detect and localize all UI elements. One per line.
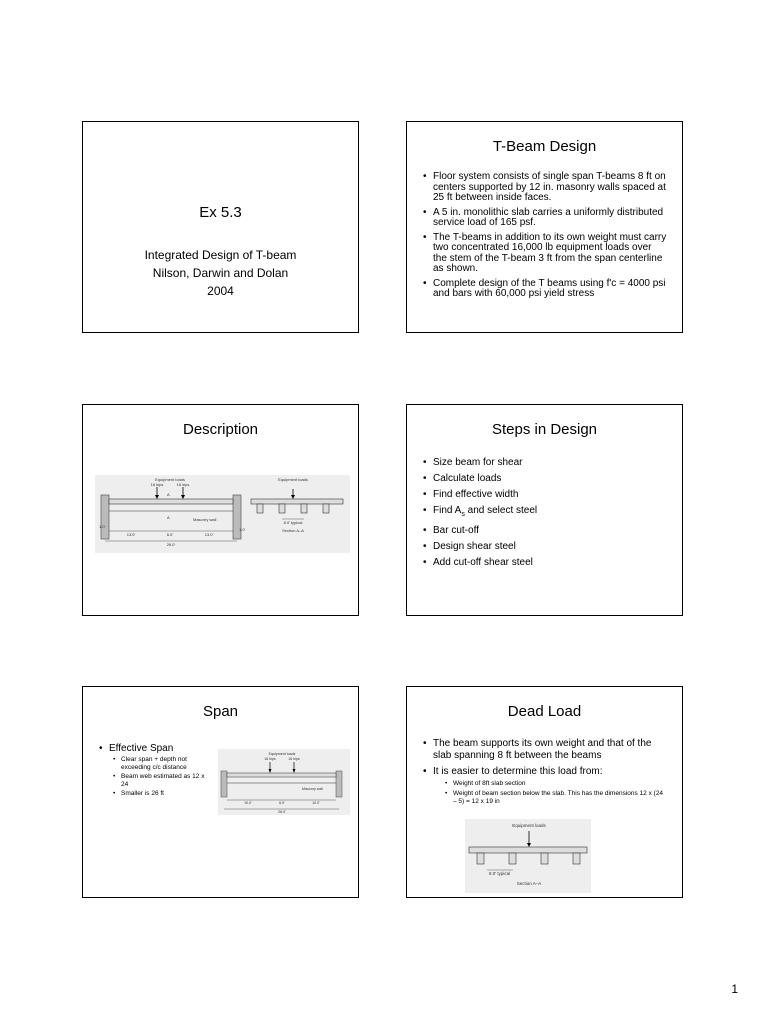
equipment-loads-label: Equipment loads	[155, 477, 185, 482]
load-right-label: 16 kips	[176, 482, 190, 487]
section-mark: A	[167, 492, 170, 497]
dim-mid: 6.0'	[279, 801, 285, 805]
equipment-loads-label: Equipment loads	[268, 752, 296, 756]
arrow-head	[269, 769, 272, 773]
subtitle-line: Nilson, Darwin and Dolan	[152, 266, 289, 280]
subtitle-line: Integrated Design of T-beam	[144, 248, 297, 262]
masonry-wall-label: Masonry wall	[302, 787, 323, 791]
typical-spacing-label: 8.0' typical	[489, 871, 511, 876]
slide-steps-in-design	[406, 404, 683, 616]
step-item: • Design shear steel	[423, 541, 668, 553]
beam-stem	[279, 504, 285, 513]
slab-elevation	[109, 499, 233, 504]
slab-section	[469, 847, 587, 853]
bullet-text: Effective Span	[109, 743, 174, 754]
slide-heading: Description	[182, 421, 259, 438]
section-drawing	[465, 819, 591, 893]
dim-total: 26.0'	[166, 542, 176, 547]
beam-stem	[301, 504, 307, 513]
step-text: Find A	[433, 505, 462, 516]
span-elevation-drawing	[218, 749, 350, 815]
dim-right: 10.0'	[312, 801, 320, 805]
section-label: Section A–A	[282, 528, 304, 533]
wall-right	[233, 495, 241, 539]
bullet-item: • A 5 in. monolithic slab carries a uniformly distributed service load of 165 psf.	[423, 208, 668, 229]
section-label: Section A–A	[516, 881, 542, 886]
bullet-list	[423, 738, 668, 810]
load-right-label: 16 kips	[288, 757, 300, 761]
step-subscript: s	[461, 511, 465, 518]
step-item	[423, 505, 668, 521]
dim-left: 13.0'	[126, 532, 136, 537]
slide-title-heading: Ex 5.3	[199, 204, 242, 221]
typical-spacing-label: 8.0' typical	[283, 520, 303, 525]
dim-total: 26.0'	[278, 810, 286, 814]
section-figure	[465, 819, 591, 893]
wall-left	[221, 771, 227, 797]
slide-title-subtitle	[83, 246, 358, 300]
beam-stem	[509, 853, 516, 864]
slide-heading: T-Beam Design	[492, 138, 597, 155]
bullet-item: • The T-beams in addition to its own weight must carry two concentrated 16,000 lb equipment loads over the stem of the T-beam 3 ft from the span centerline as shown.	[423, 233, 668, 275]
bullet-list	[99, 743, 211, 802]
equipment-loads-label: Equipment loads	[512, 823, 546, 828]
slide-dead-load	[406, 686, 683, 898]
beam-stem	[323, 504, 329, 513]
section-equipment-label: Equipment loads	[278, 477, 308, 482]
slide-t-beam-design	[406, 121, 683, 333]
wall-right	[336, 771, 342, 797]
arrow-head	[293, 769, 296, 773]
beam-stem	[573, 853, 580, 864]
load-left-label: 16 kips	[264, 757, 276, 761]
steps-list	[423, 457, 668, 573]
slide-title	[82, 121, 359, 333]
slide-heading: Steps in Design	[491, 421, 598, 438]
subtitle-line: 2004	[207, 284, 234, 298]
section-mark: A	[167, 515, 170, 520]
beam-stem	[541, 853, 548, 864]
beam-elevation-drawing	[95, 475, 350, 553]
sub-bullet-list	[445, 780, 668, 806]
slide-heading: Dead Load	[507, 703, 582, 720]
beam-elevation-figure	[95, 475, 350, 553]
sub-bullet-item: • Clear span + depth not exceeding c/c distance	[113, 756, 211, 771]
step-item: • Add cut-off shear steel	[423, 557, 668, 569]
dim-mid: 6.0'	[166, 532, 174, 537]
slide-description	[82, 404, 359, 616]
step-item: • Bar cut-off	[423, 525, 668, 537]
dim-left: 10.0'	[244, 801, 252, 805]
sub-bullet-item: • Weight of beam section below the slab. This has the dimensions 12 x (24 – 5) = 12 x 19 in	[445, 790, 668, 806]
bullet-item	[99, 743, 211, 798]
bullet-item	[423, 766, 668, 806]
step-item: • Find effective width	[423, 489, 668, 501]
slab-elevation	[227, 773, 336, 777]
sub-bullet-list	[113, 756, 211, 798]
sub-bullet-item: • Smaller is 26 ft	[113, 790, 211, 798]
arrow-head	[527, 843, 531, 847]
arrow-head	[291, 495, 295, 499]
bullet-list	[423, 172, 668, 304]
wall-left	[101, 495, 109, 539]
masonry-wall-label: Masonry wall	[193, 517, 217, 522]
span-elevation-figure	[218, 749, 350, 815]
slide-heading: Span	[202, 703, 239, 720]
arrow-head	[181, 495, 185, 499]
slide-span	[82, 686, 359, 898]
beam-stem	[477, 853, 484, 864]
page-number: 1	[731, 982, 738, 996]
slab-section	[251, 499, 343, 504]
bullet-text: It is easier to determine this load from:	[433, 766, 603, 777]
bullet-item: • Complete design of the T beams using f'c = 4000 psi and bars with 60,000 psi yield stress	[423, 279, 668, 300]
dim-wall-left: 1.0'	[99, 524, 106, 529]
arrow-head	[155, 495, 159, 499]
step-text-after: and select steel	[464, 505, 538, 516]
sub-bullet-item: • Weight of 8ft slab section	[445, 780, 668, 788]
dim-right: 13.0'	[204, 532, 214, 537]
step-item: • Size beam for shear	[423, 457, 668, 469]
dim-wall-right: 1.0'	[239, 527, 246, 532]
bullet-item: • The beam supports its own weight and that of the slab spanning 8 ft between the beams	[423, 738, 668, 762]
beam-stem	[257, 504, 263, 513]
step-item: • Calculate loads	[423, 473, 668, 485]
load-left-label: 16 kips	[150, 482, 164, 487]
bullet-item: • Floor system consists of single span T-beams 8 ft on centers supported by 12 in. masonry walls spaced at 25 ft between inside faces.	[423, 172, 668, 204]
sub-bullet-item: • Beam web estimated as 12 x 24	[113, 773, 211, 788]
